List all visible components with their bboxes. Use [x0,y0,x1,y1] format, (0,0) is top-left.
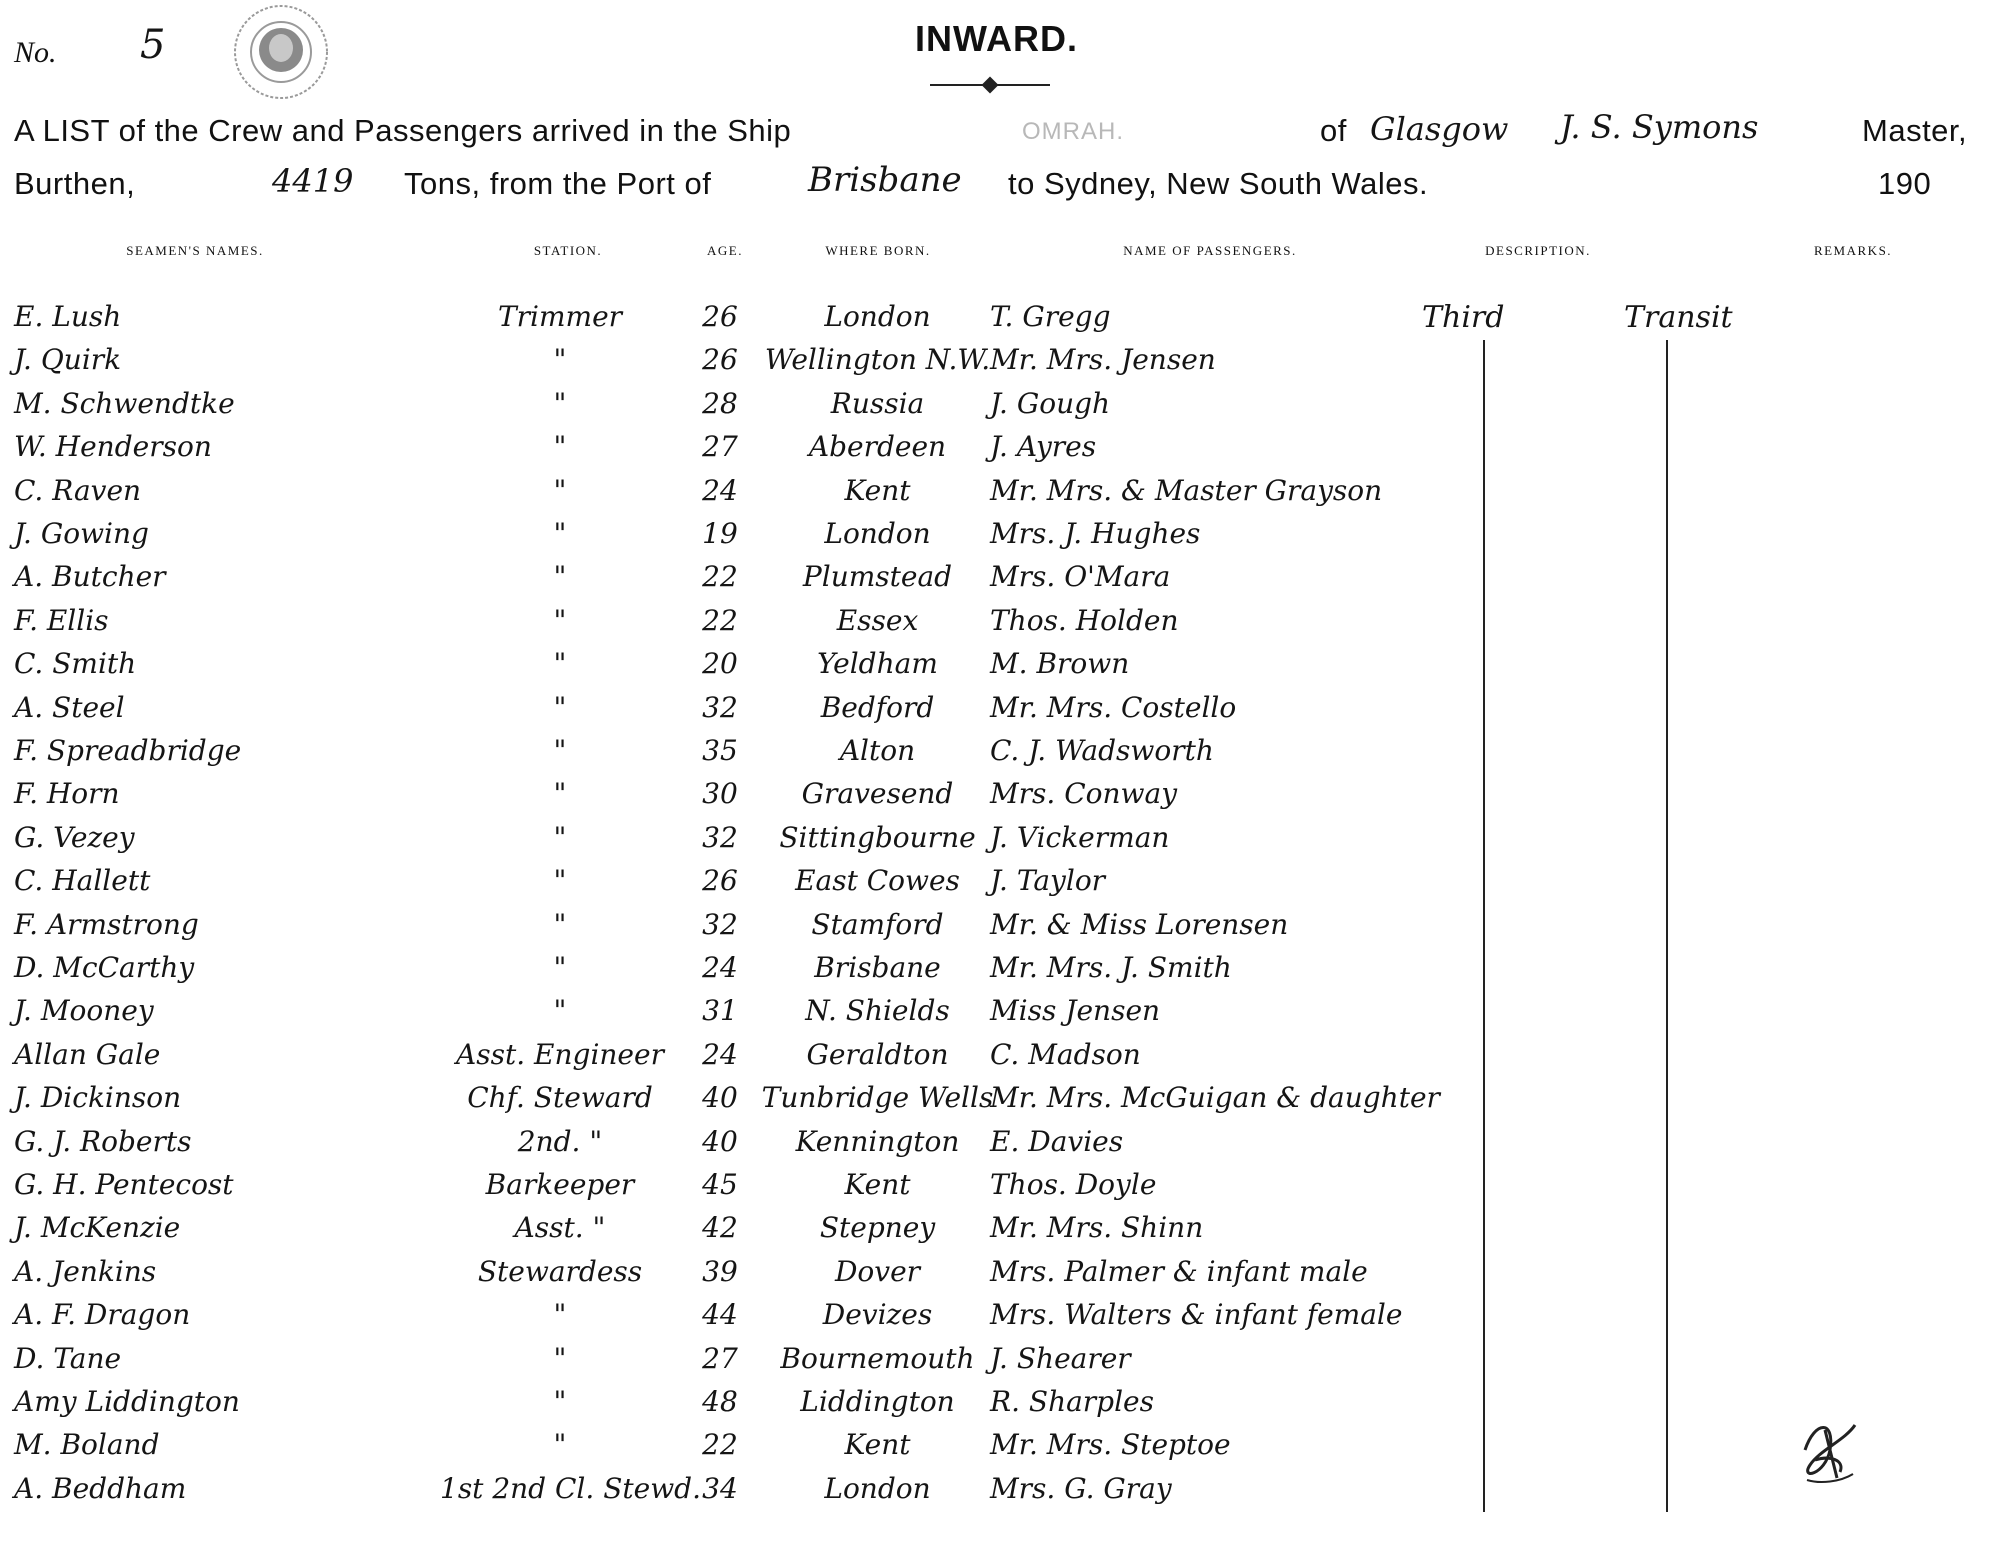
seaman-station: " [553,994,567,1028]
seaman-birthplace: Aberdeen [808,430,947,464]
seaman-station: " [553,560,567,594]
seaman-birthplace: Bedford [820,690,935,724]
description-value: Third [1422,300,1505,335]
seaman-station: " [553,386,567,420]
passenger-name: Mrs. G. Gray [990,1471,1172,1505]
seaman-birthplace: London [824,517,931,550]
passenger-name: Mrs. Walters & infant female [990,1298,1403,1332]
seaman-station: Stewardess [477,1254,643,1288]
header-line1-of: of [1320,113,1347,148]
passenger-name: Mrs. J. Hughes [990,517,1201,550]
seaman-age: 40 [702,1081,738,1115]
table-row [0,1125,1993,1169]
seaman-age: 32 [702,907,738,941]
seaman-name: J. McKenzie [14,1211,181,1245]
passenger-name: Mrs. O'Mara [990,560,1171,594]
passenger-name: Mrs. Conway [990,777,1178,811]
passenger-name: Mr. Mrs. & Master Grayson [990,473,1383,507]
seaman-name: G. Vezey [14,820,135,854]
seaman-station: Asst. " [514,1211,606,1245]
seaman-age: 42 [702,1211,738,1245]
table-row [0,951,1993,995]
seaman-birthplace: Geraldton [806,1037,949,1071]
seaman-station: " [553,864,567,898]
passenger-name: C. Madson [990,1037,1141,1071]
passenger-name: J. Vickerman [990,820,1170,854]
seaman-age: 24 [702,1037,738,1071]
seaman-birthplace: Essex [836,603,919,637]
seaman-age: 28 [702,386,738,420]
passenger-name: Mr. Mrs. J. Smith [990,951,1232,984]
seaman-name: J. Quirk [14,343,122,377]
seaman-station: " [553,690,567,724]
seaman-name: W. Henderson [14,430,212,464]
seaman-name: M. Schwendtke [14,386,235,420]
seaman-name: G. J. Roberts [14,1124,192,1158]
table-row [0,1038,1993,1082]
passenger-name: Mrs. Palmer & infant male [990,1254,1368,1288]
passenger-name: E. Davies [990,1124,1124,1158]
header-line1-prefix: A LIST of the Crew and Passengers arrived in the Ship [14,113,792,148]
table-row [0,1385,1993,1429]
table-row [0,647,1993,691]
column-header-seamen: SEAMEN'S NAMES. [126,243,264,258]
seaman-station: " [553,343,567,377]
seaman-name: G. H. Pentecost [14,1168,234,1201]
header-line1-master: Master, [1862,113,1968,148]
table-row [0,517,1993,561]
seaman-age: 34 [702,1471,738,1505]
seaman-age: 19 [702,517,738,550]
column-header-age: AGE. [707,243,743,258]
seaman-station: " [553,1341,567,1375]
seaman-age: 40 [702,1124,738,1158]
seaman-birthplace: Dover [834,1254,921,1288]
seaman-name: A. Steel [14,690,125,724]
table-row [0,560,1993,604]
seaman-age: 30 [702,777,738,811]
passenger-name: J. Shearer [990,1341,1131,1375]
passenger-name: C. J. Wadsworth [990,734,1214,767]
seaman-name: F. Horn [14,777,120,811]
table-row [0,300,1993,344]
seaman-age: 31 [702,994,738,1028]
seaman-station: " [553,430,567,464]
table-row [0,777,1993,821]
port-of-registry: Glasgow [1370,110,1509,148]
table-row [0,387,1993,431]
ship-name: OMRAH. [1022,118,1124,145]
seaman-name: Amy Liddington [14,1385,240,1418]
table-row [0,864,1993,908]
table-row [0,908,1993,952]
table-row [0,474,1993,518]
seaman-birthplace: Liddington [800,1385,955,1418]
passenger-name: T. Gregg [990,300,1111,333]
seaman-station: " [553,517,567,550]
passenger-name: J. Taylor [990,864,1106,898]
seaman-birthplace: Alton [839,734,916,767]
seaman-birthplace: Bournemouth [780,1341,975,1375]
seaman-name: J. Mooney [14,994,154,1028]
seaman-birthplace: Gravesend [801,777,954,811]
seaman-station: " [553,1385,567,1418]
header-year: 190 [1878,166,1932,201]
seaman-name: C. Smith [14,647,137,681]
remarks-value: Transit [1624,300,1733,335]
seaman-name: E. Lush [14,300,122,333]
table-row [0,1472,1993,1516]
seaman-name: D. Tane [14,1341,122,1375]
seaman-name: A. Jenkins [14,1254,157,1288]
seaman-birthplace: Kent [844,1428,911,1462]
seaman-station: Chf. Steward [467,1081,653,1115]
page-title: INWARD. [915,18,1078,59]
passenger-name: Miss Jensen [990,994,1161,1028]
column-header-description: DESCRIPTION. [1485,243,1591,258]
seaman-birthplace: Brisbane [814,951,941,984]
from-port: Brisbane [808,160,962,200]
seaman-age: 22 [702,560,738,594]
table-row [0,994,1993,1038]
seaman-age: 22 [702,1428,738,1462]
header-line2-to: to Sydney, New South Wales. [1008,166,1429,201]
seaman-name: C. Raven [14,473,142,507]
seaman-station: " [553,1428,567,1462]
seaman-age: 32 [702,690,738,724]
seaman-birthplace: East Cowes [795,864,960,898]
seaman-age: 32 [702,820,738,854]
seaman-name: Allan Gale [14,1037,161,1071]
remarks-initials-signature [1785,1410,1865,1490]
seaman-station: Barkeeper [485,1168,635,1201]
seaman-age: 48 [702,1385,738,1418]
seaman-age: 27 [702,1341,738,1375]
column-header-station: STATION. [533,243,603,258]
seaman-name: J. Gowing [14,517,149,550]
tons-value: 4419 [272,162,354,200]
passenger-name: M. Brown [990,647,1130,681]
seaman-name: F. Ellis [14,603,109,637]
seaman-station: " [553,820,567,854]
seaman-station: " [553,734,567,767]
seaman-age: 35 [702,734,738,767]
seaman-birthplace: Stamford [811,907,944,941]
seaman-age: 26 [702,864,738,898]
table-row [0,1428,1993,1472]
seaman-age: 24 [702,951,738,984]
seaman-station: " [553,603,567,637]
seaman-name: M. Boland [14,1428,160,1462]
passenger-name: Mr. Mrs. Steptoe [990,1428,1231,1462]
seaman-station: " [553,951,567,984]
seaman-birthplace: N. Shields [805,994,950,1028]
seaman-name: A. F. Dragon [14,1298,191,1332]
passenger-name: Mr. Mrs. McGuigan & daughter [990,1081,1440,1115]
seaman-birthplace: Devizes [822,1298,933,1332]
seaman-birthplace: Stepney [819,1211,936,1245]
table-row [0,1168,1993,1212]
seaman-age: 26 [702,300,738,333]
table-row [0,343,1993,387]
passenger-name: R. Sharples [990,1385,1154,1418]
document-number-label: No. [14,36,57,69]
seaman-birthplace: London [824,300,931,333]
table-row [0,734,1993,778]
seaman-birthplace: Wellington N.W. [764,343,991,377]
seaman-birthplace: Sittingbourne [779,820,976,854]
table-row [0,821,1993,865]
document-number-value: 5 [140,22,166,68]
column-header-born: WHERE BORN. [825,243,931,258]
table-row [0,1211,1993,1255]
seaman-name: A. Butcher [14,560,166,594]
passenger-name: Mr. Mrs. Costello [990,690,1237,724]
seaman-age: 44 [702,1298,738,1332]
passenger-name: J. Gough [990,386,1111,420]
seaman-birthplace: Tunbridge Wells [761,1081,994,1115]
seaman-station: " [553,777,567,811]
seaman-birthplace: Kent [844,473,911,507]
seaman-station: " [553,647,567,681]
table-row [0,1081,1993,1125]
seaman-station: " [553,473,567,507]
seaman-name: F. Spreadbridge [14,734,242,767]
column-header-passengers: NAME OF PASSENGERS. [1123,243,1297,258]
seaman-age: 45 [702,1168,738,1201]
seaman-name: J. Dickinson [14,1081,182,1115]
seaman-birthplace: Kent [844,1168,911,1201]
table-row [0,604,1993,648]
seaman-birthplace: Russia [830,386,925,420]
seaman-age: 26 [702,343,738,377]
seaman-age: 20 [702,647,738,681]
table-row [0,691,1993,735]
passenger-name: Mr. & Miss Lorensen [990,907,1289,941]
seaman-station: 1st 2nd Cl. Stewd. [440,1471,701,1505]
passenger-name: J. Ayres [990,430,1097,464]
seaman-name: D. McCarthy [14,951,195,984]
table-row [0,430,1993,474]
table-row [0,1298,1993,1342]
seaman-age: 39 [702,1254,738,1288]
seaman-name: A. Beddham [14,1471,187,1505]
seaman-station: Asst. Engineer [456,1037,664,1071]
seaman-birthplace: London [824,1471,931,1505]
seaman-station: " [553,1298,567,1332]
seaman-age: 24 [702,473,738,507]
seaman-birthplace: Yeldham [817,647,938,681]
seaman-age: 27 [702,430,738,464]
table-row [0,1255,1993,1299]
seaman-birthplace: Plumstead [802,560,953,594]
master-name: J. S. Symons [1560,108,1759,146]
passenger-name: Thos. Doyle [990,1168,1157,1201]
seaman-name: C. Hallett [14,864,151,898]
seaman-age: 22 [702,603,738,637]
column-header-remarks: REMARKS. [1813,243,1893,258]
header-line2-burthen: Burthen, [14,166,136,201]
table-row [0,1342,1993,1386]
passenger-name: Thos. Holden [990,603,1179,637]
seaman-station: 2nd. " [517,1124,603,1158]
header-line2-tons: Tons, from the Port of [404,166,712,201]
seaman-station: Trimmer [497,300,623,333]
seaman-name: F. Armstrong [14,907,199,941]
seaman-birthplace: Kennington [795,1124,960,1158]
seaman-station: " [553,907,567,941]
passenger-name: Mr. Mrs. Jensen [990,343,1216,377]
passenger-name: Mr. Mrs. Shinn [990,1211,1204,1245]
